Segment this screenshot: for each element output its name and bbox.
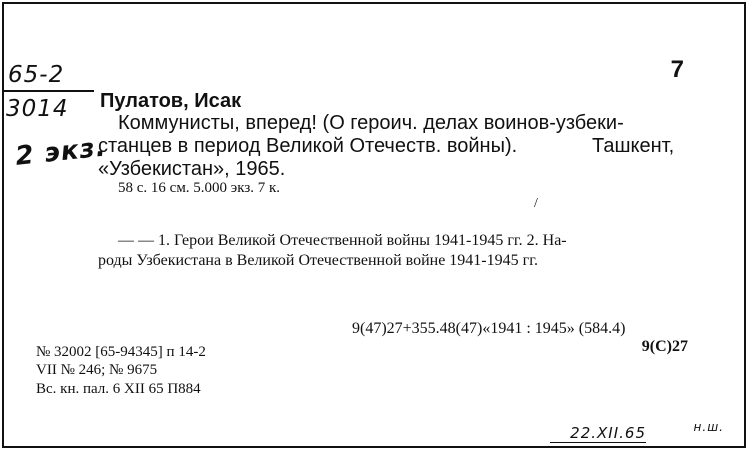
- handwritten-code-top: 65-2: [8, 62, 65, 88]
- physical-details: 58 с. 16 см. 5.000 экз. 7 к.: [118, 180, 281, 196]
- title-line-3: «Узбекистан», 1965.: [98, 158, 286, 180]
- author-name: Пулатов, Исак: [100, 90, 242, 112]
- date-underline: [550, 442, 646, 443]
- handwritten-date: 22.XII.65: [570, 424, 646, 442]
- registry-line: VII № 246; № 9675: [36, 362, 158, 378]
- card-number: 7: [670, 56, 684, 83]
- title-line-2: станцев в период Великой Отечеств. войны).: [98, 135, 518, 157]
- subjects-line-1: — — 1. Герои Великой Отечественной войны 1941-1945 гг. 2. На-: [118, 232, 567, 249]
- classification-short: 9(C)27: [641, 338, 688, 355]
- stray-mark: /: [534, 196, 538, 211]
- title-line-1: Коммунисты, вперед! (О героич. делах воинов-узбеки-: [118, 112, 624, 134]
- publication-place: Ташкент,: [592, 135, 675, 157]
- handwritten-copies-note: 2 экз.: [14, 132, 108, 172]
- record-number-line: № 32002 [65-94345] п 14-2: [36, 344, 206, 360]
- classification-code: 9(47)27+355.48(47)«1941 : 1945» (584.4): [352, 320, 626, 337]
- subjects-line-2: роды Узбекистана в Великой Отечественной войне 1941-1945 гг.: [98, 252, 538, 269]
- chamber-line: Вс. кн. пал. 6 XII 65 П884: [36, 381, 201, 397]
- code-divider-line: [4, 90, 94, 92]
- handwritten-initials: н.ш.: [693, 420, 724, 434]
- handwritten-code-bottom: 3014: [6, 96, 69, 122]
